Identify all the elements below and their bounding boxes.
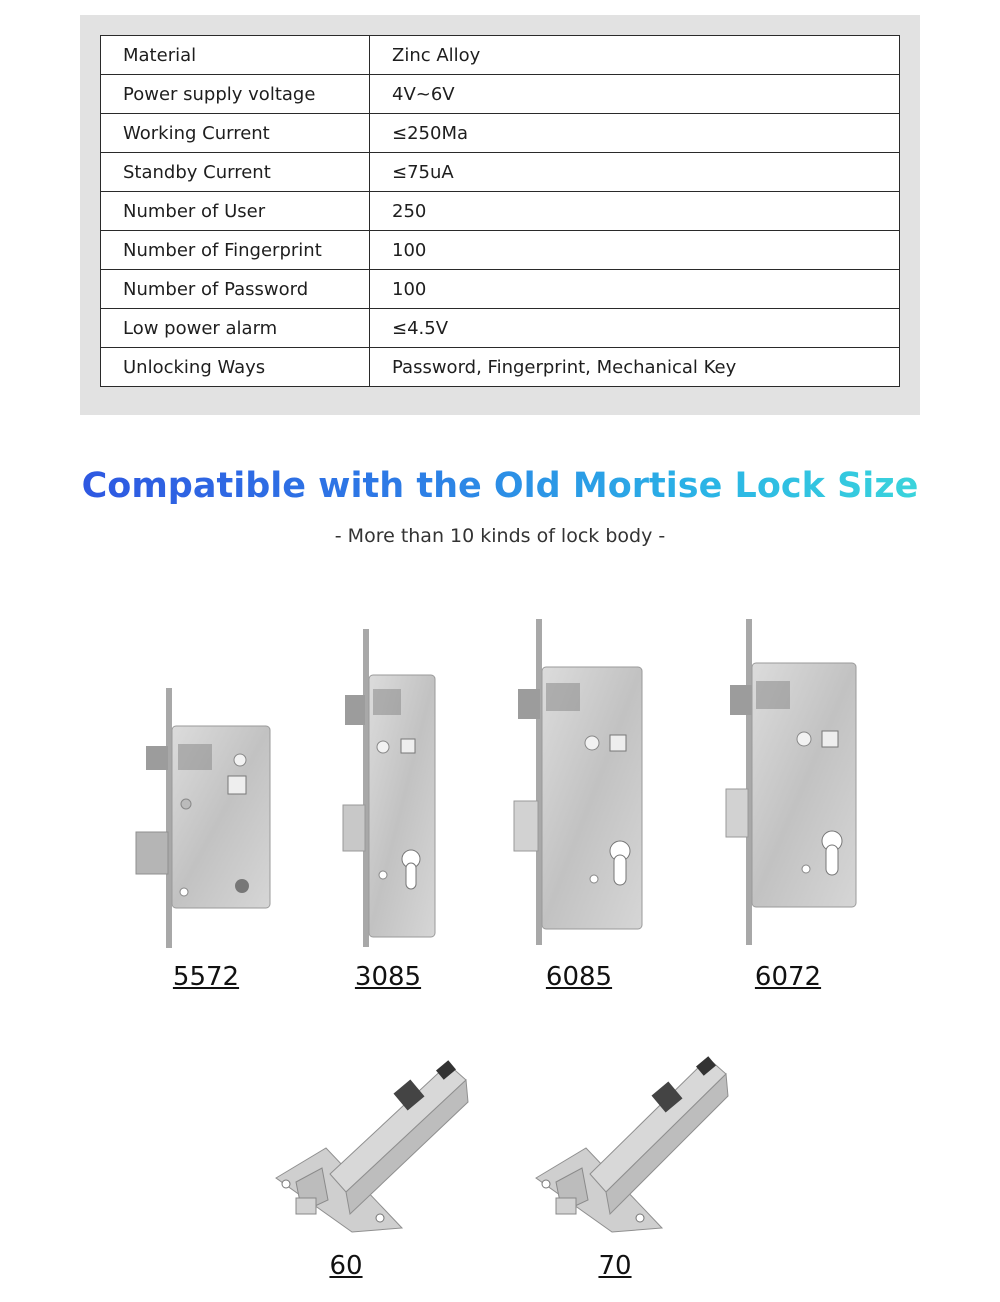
spec-table [100,35,900,387]
spec-key: Material [101,36,370,75]
table-row [101,192,900,231]
spec-value: ≤250Ma [370,114,900,153]
section-subtitle: - More than 10 kinds of lock body - [334,525,666,547]
latch-label: 70 [598,1251,632,1281]
table-row [101,231,900,270]
spec-key: Power supply voltage [101,75,370,114]
spec-value: Password, Fingerprint, Mechanical Key [370,348,900,387]
lock-body-3085-image [335,625,445,950]
lock-body-6085-image [510,615,650,950]
lock-body-label: 6072 [754,962,822,992]
spec-key: Number of Password [101,270,370,309]
table-row [101,309,900,348]
spec-key: Standby Current [101,153,370,192]
latch-70-image [530,1050,730,1235]
spec-value: 4V~6V [370,75,900,114]
spec-key: Number of Fingerprint [101,231,370,270]
spec-value: 100 [370,270,900,309]
lock-body-label: 3085 [354,962,422,992]
table-row [101,114,900,153]
lock-body-label: 6085 [545,962,613,992]
lock-body-6072-image [720,615,865,950]
spec-key: Unlocking Ways [101,348,370,387]
latch-label: 60 [329,1251,363,1281]
table-row [101,36,900,75]
spec-key: Low power alarm [101,309,370,348]
spec-key: Number of User [101,192,370,231]
table-row [101,153,900,192]
spec-panel [80,15,920,415]
spec-key: Working Current [101,114,370,153]
spec-value: Zinc Alloy [370,36,900,75]
latch-60-image [270,1050,470,1235]
table-row [101,75,900,114]
lock-body-5572-image [130,680,280,950]
table-row [101,270,900,309]
spec-value: ≤4.5V [370,309,900,348]
spec-value: 100 [370,231,900,270]
section-title: Compatible with the Old Mortise Lock Size [0,466,1000,506]
spec-value: 250 [370,192,900,231]
table-row [101,348,900,387]
spec-value: ≤75uA [370,153,900,192]
lock-body-label: 5572 [172,962,240,992]
